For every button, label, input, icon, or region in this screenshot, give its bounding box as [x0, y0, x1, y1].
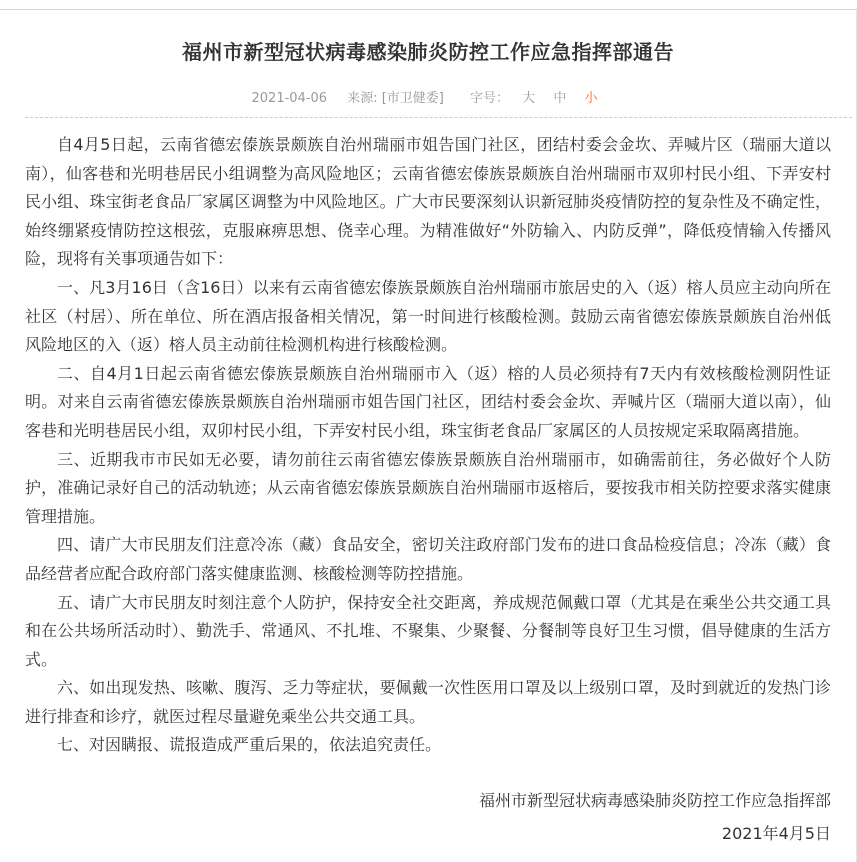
font-size-large-button[interactable]: 大: [522, 91, 536, 106]
paragraph-item-6: 六、如出现发热、咳嗽、腹泻、乏力等症状，要佩戴一次性医用口罩及以上级别口罩，及时到就近的发热门诊进行排查和诊疗，就医过程尽量避免乘坐公共交通工具。: [25, 678, 831, 726]
font-size-medium-button[interactable]: 中: [553, 91, 567, 106]
paragraph-intro: 自4月5日起，云南省德宏傣族景颇族自治州瑞丽市姐告国门社区，团结村委会金坎、弄喊片区（瑞丽大道以南），仙客巷和光明巷居民小组调整为高风险地区；云南省德宏傣族景颇族自治州瑞丽市双卯村民小组、下弄安村民小组、珠宝街老食品厂家属区调整为中风险地区。广大市民要深刻认识新冠肺炎疫情防控的复杂性及不确定性，始终绷紧疫情防控这根弦，克服麻痹思想、侥幸心理。为精准做好“外防输入、内防反弹”，降低疫情输入传播风险，现将有关事项通告如下：: [25, 135, 831, 269]
signature-issuer: 福州市新型冠状病毒感染肺炎防控工作应急指挥部: [478, 791, 831, 811]
font-size-label: 字号：: [470, 91, 510, 106]
source-label: 来源: [市卫健委]: [347, 91, 444, 106]
header-divider: [25, 117, 852, 118]
article-body: [25, 131, 831, 850]
paragraph-item-4: 四、请广大市民朋友们注意冷冻（藏）食品安全，密切关注政府部门发布的进口食品检疫信息；冷冻（藏）食品经营者应配合政府部门落实健康监测、核酸检测等防控措施。: [25, 535, 831, 583]
paragraph-item-2: 二、自4月1日起云南省德宏傣族景颇族自治州瑞丽市入（返）榕的人员必须持有7天内有效核酸检测阴性证明。对来自云南省德宏傣族景颇族自治州瑞丽市姐告国门社区，团结村委会金坎、弄喊片区（瑞丽大道以南），仙客巷和光明巷居民小组，双卯村民小组，下弄安村民小组，珠宝街老食品厂家属区的人员按规定采取隔离措施。: [25, 363, 831, 440]
paragraph-item-7: 七、对因瞒报、谎报造成严重后果的，依法追究责任。: [57, 735, 442, 755]
signature-block: [25, 784, 831, 850]
paragraph-item-3: 三、近期我市市民如无必要，请勿前往云南省德宏傣族景颇族自治州瑞丽市，如确需前往，务必做好个人防护，准确记录好自己的活动轨迹；从云南省德宏傣族景颇族自治州瑞丽市返榕后，要按我市相关防控要求落实健康管理措施。: [25, 449, 831, 526]
paragraph-item-1: 一、凡3月16日（含16日）以来有云南省德宏傣族景颇族自治州瑞丽市旅居史的入（返）榕人员应主动向所在社区（村居）、所在单位、所在酒店报备相关情况，第一时间进行核酸检测。鼓励云南省德宏傣族景颇族自治州低风险地区的入（返）榕人员主动前往检测机构进行核酸检测。: [25, 277, 831, 355]
font-size-small-button[interactable]: 小: [584, 91, 598, 106]
article-meta: [0, 87, 856, 106]
signature-date: 2021年4月5日: [721, 824, 831, 844]
page-title: 福州市新型冠状病毒感染肺炎防控工作应急指挥部通告: [182, 40, 674, 64]
article-page: [0, 9, 857, 862]
paragraph-item-5: 五、请广大市民朋友时刻注意个人防护，保持安全社交距离，养成规范佩戴口罩（尤其是在乘坐公共交通工具和在公共场所活动时）、勤洗手、常通风、不扎堆、不聚集、少聚餐、分餐制等良好卫生习惯，倡导健康的生活方式。: [25, 592, 831, 669]
publish-date: 2021-04-06: [251, 91, 328, 106]
